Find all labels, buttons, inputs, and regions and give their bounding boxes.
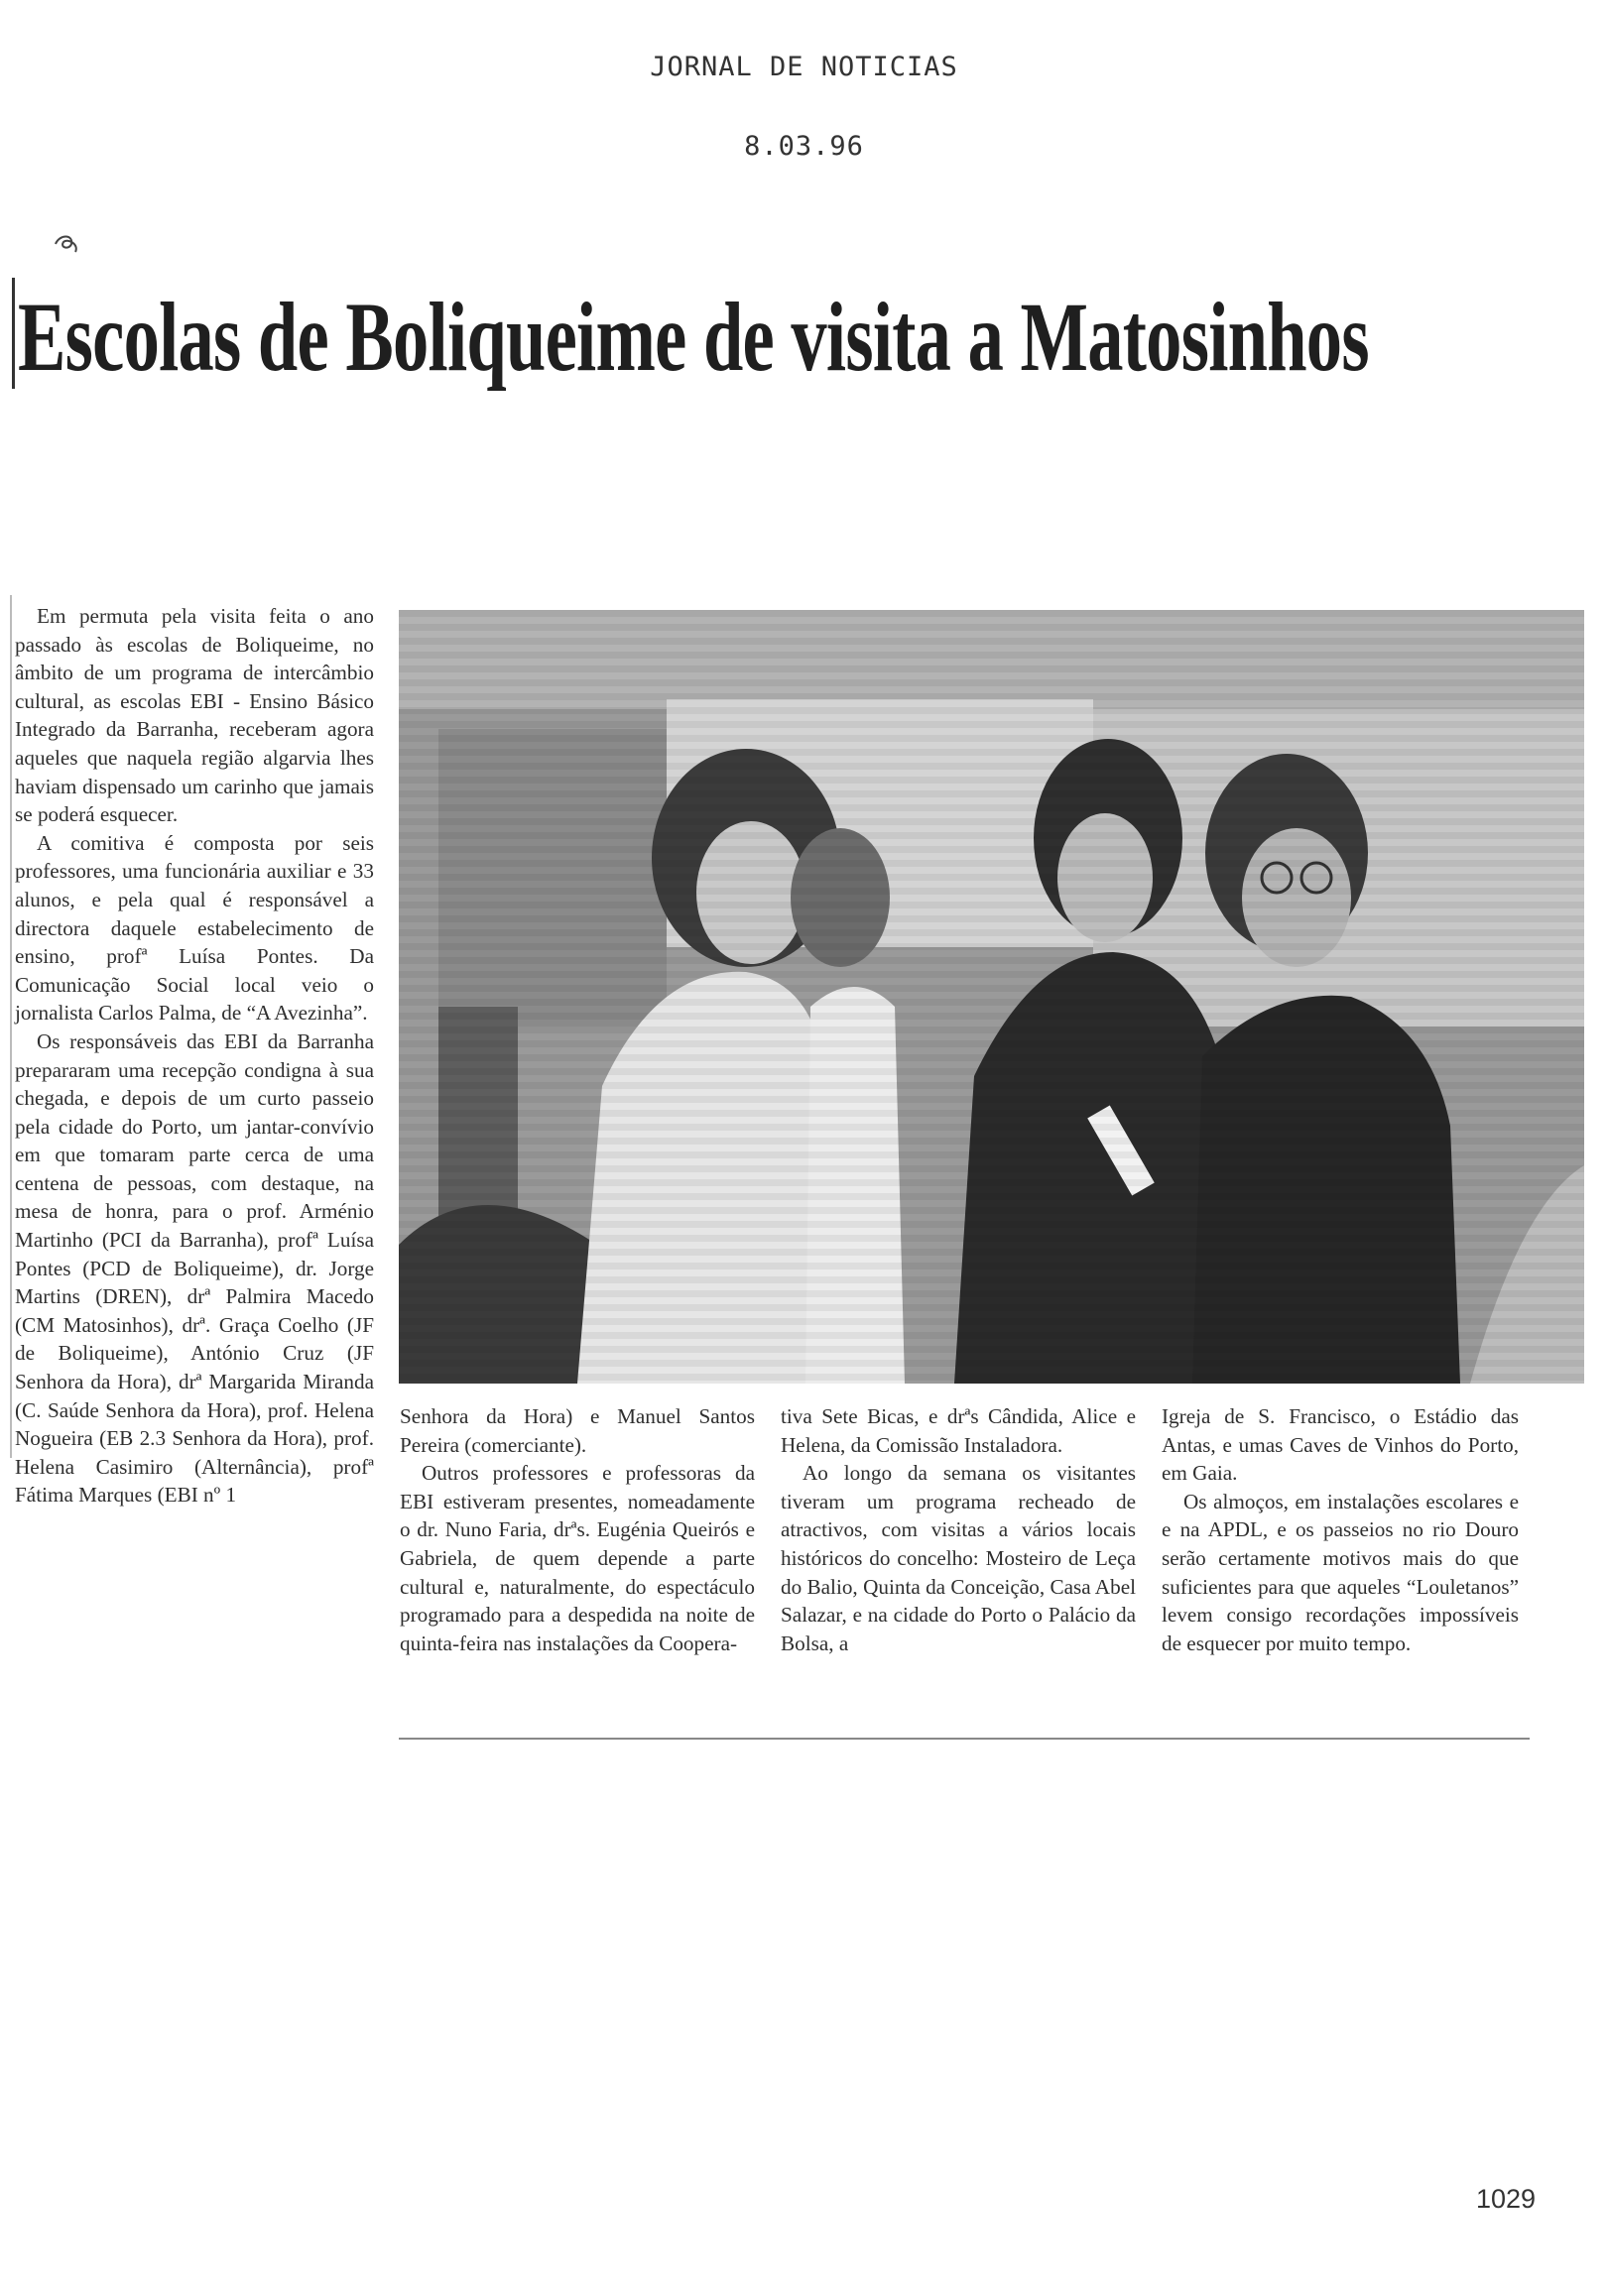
column-rule bbox=[10, 595, 12, 1458]
article-column-4 bbox=[1162, 1402, 1519, 1657]
paragraph: Ao longo da semana os visitantes tiveram um programa recheado de atractivos, com visitas a vários locais históricos do concelho: Mosteiro de Leça do Balio, Quinta da Conceição, Casa Abel Salazar, e na cidade do Porto o Palácio da Bolsa, a bbox=[781, 1461, 1136, 1655]
paragraph: tiva Sete Bicas, e drªs Cândida, Alice e Helena, da Comissão Instaladora. bbox=[781, 1404, 1136, 1457]
article-headline: Escolas de Boliqueime de visita a Matosinhos bbox=[18, 282, 1369, 392]
article-photo bbox=[399, 610, 1584, 1384]
paragraph: Os almoços, em instalações escolares e e na APDL, e os passeios no rio Douro serão certamente motivos mais do que suficientes para que aqueles “Louletanos” levem consigo recordações impossíveis de esquecer por muito tempo. bbox=[1162, 1489, 1519, 1655]
group-photo-icon bbox=[399, 610, 1584, 1384]
paragraph: Igreja de S. Francisco, o Estádio das Antas, e umas Caves de Vinhos do Porto, em Gaia. bbox=[1162, 1404, 1519, 1486]
article-end-rule bbox=[399, 1738, 1530, 1740]
newspaper-name: JORNAL DE NOTICIAS bbox=[650, 52, 958, 82]
article-column-2 bbox=[400, 1402, 755, 1657]
page-number: 1029 bbox=[1476, 2184, 1537, 2214]
paragraph: Outros professores e professoras da EBI estiveram presentes, nomeadamente o dr. Nuno Faria, drªs. Eugénia Queirós e Gabriela, de quem depende a parte cultural e, naturalmente, do espectáculo programado para a despedida na noite de quinta-feira nas instalações da Coopera- bbox=[400, 1461, 755, 1655]
publication-date: 8.03.96 bbox=[744, 131, 864, 162]
paragraph: Senhora da Hora) e Manuel Santos Pereira (comerciante). bbox=[400, 1404, 755, 1457]
handwritten-mark-icon bbox=[50, 230, 83, 268]
article-column-1 bbox=[15, 602, 374, 1510]
headline-rule bbox=[12, 278, 15, 389]
paragraph: Os responsáveis das EBI da Barranha prepararam uma recepção condigna à sua chegada, e depois de um curto passeio pela cidade do Porto, um jantar-convívio em que tomaram parte cerca de uma centena de pessoas, com destaque, na mesa de honra, para o prof. Arménio Martinho (PCI da Barranha), profª Luísa Pontes (PCD de Boliqueime), dr. Jorge Martins (DREN), drª Palmira Macedo (CM Matosinhos), drª. Graça Coelho (JF de Boliqueime), António Cruz (JF Senhora da Hora), drª Margarida Miranda (C. Saúde Senhora da Hora), prof. Helena Nogueira (EB 2.3 Senhora da Hora), prof. Helena Casimiro (Alternância), profª Fátima Marques (EBI nº 1 bbox=[15, 1028, 374, 1508]
article-column-3 bbox=[781, 1402, 1136, 1657]
paragraph: Em permuta pela visita feita o ano passado às escolas de Boliqueime, no âmbito de um programa de intercâmbio cultural, as escolas EBI - Ensino Básico Integrado da Barranha, receberam agora aqueles que naquela região algarvia lhes haviam dispensado um carinho que jamais se poderá esquecer. bbox=[15, 604, 374, 827]
paragraph: A comitiva é composta por seis professores, uma funcionária auxiliar e 33 alunos, e pela qual é responsável a directora daquele estabelecimento de ensino, profª Luísa Pontes. Da Comunicação Social local veio o jornalista Carlos Palma, de “A Avezinha”. bbox=[15, 830, 374, 1026]
